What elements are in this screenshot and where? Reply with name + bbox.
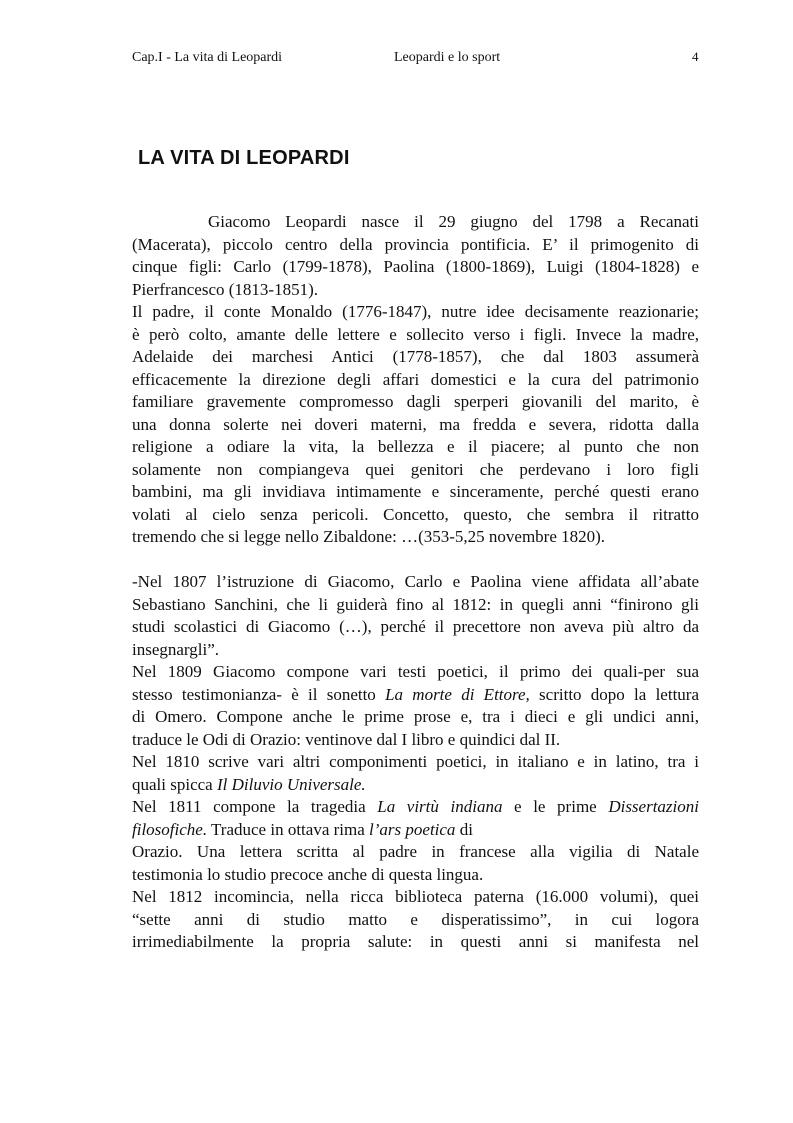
- text-line: traduce le Odi di Orazio: ventinove dal I libro e quindici dal II.: [132, 729, 561, 749]
- text-line: è però colto, amante delle lettere e sollecito verso i figli. Invece la madre,: [132, 324, 699, 344]
- text-span: Traduce in ottava rima: [207, 819, 370, 839]
- text-line: Nel 1809 Giacomo compone vari testi poetici, il primo dei quali-per sua: [132, 662, 699, 681]
- text-line: efficacemente la direzione degli affari domestici e la cura del patrimonio: [132, 369, 699, 389]
- text-line: -Nel 1807 l’istruzione di Giacomo, Carlo e Paolina viene affidata all’abate: [132, 572, 699, 591]
- italic-title: filosofiche.: [132, 819, 208, 839]
- text-line: testimonia lo studio precoce anche di questa lingua.: [132, 864, 484, 884]
- text-line: Adelaide dei marchesi Antici (1778-1857), che dal 1803 assumerà: [132, 347, 699, 366]
- italic-title: La virtù indiana: [377, 797, 503, 816]
- text-span: Nel 1811 compone la tragedia: [132, 797, 378, 816]
- header-book-title: Leopardi e lo sport: [394, 50, 501, 65]
- header-chapter: Cap.I - La vita di Leopardi: [132, 50, 283, 65]
- text-line: tremendo che si legge nello Zibaldone: …(353-5,25 novembre 1820).: [132, 527, 606, 546]
- italic-title: Dissertazioni: [608, 797, 699, 816]
- chapter-title: LA VITA DI LEOPARDI: [138, 147, 350, 169]
- text-line: [132, 819, 699, 842]
- text-line: Pierfrancesco (1813-1851).: [132, 279, 318, 299]
- text-line: familiare gravemente compromesso dagli sperperi giovanili del marito, è: [132, 392, 699, 411]
- text-line: studi scolastici di Giacomo (…), perché il precettore non aveva più altro da: [132, 617, 699, 636]
- text-line: solamente non compiangeva quei genitori che perdevano i loro figli: [132, 459, 699, 479]
- paragraph-gap: [132, 549, 699, 572]
- text-line: Nel 1812 incomincia, nella ricca biblioteca paterna (16.000 volumi), quei: [132, 887, 699, 906]
- text-line: (Macerata), piccolo centro della provincia pontificia. E’ il primogenito di: [132, 234, 699, 254]
- text-span: scritto dopo la lettura: [529, 684, 699, 704]
- text-line: [132, 684, 699, 707]
- text-line: “sette anni di studio matto e disperatissimo”, in cui logora: [132, 909, 699, 929]
- text-line: bambini, ma gli invidiava intimamente e sinceramente, perché questi erano: [132, 482, 699, 501]
- text-line: volati al cielo senza pericoli. Concetto, questo, che sembra il ritratto: [132, 504, 699, 524]
- text-line: irrimediabilmente la propria salute: in questi anni si manifesta nel: [132, 932, 699, 951]
- text-line: Nel 1810 scrive vari altri componimenti poetici, in italiano e in latino, tra i: [132, 752, 699, 771]
- body-text: [132, 211, 699, 954]
- text-line: Orazio. Una lettera scritta al padre in francese alla vigilia di Natale: [132, 842, 699, 861]
- text-line: [132, 774, 699, 797]
- text-line: cinque figli: Carlo (1799-1878), Paolina (1800-1869), Luigi (1804-1828) e: [132, 257, 699, 276]
- text-line: Giacomo Leopardi nasce il 29 giugno del 1798 a Recanati: [208, 212, 699, 231]
- text-line: una donna solerte nei doveri materni, ma fredda e severa, ridotta dalla: [132, 414, 699, 434]
- text-span: e le prime: [502, 797, 609, 816]
- text-line: Sebastiano Sanchini, che li guiderà fino al 1812: in quegli anni “finirono gli: [132, 594, 699, 614]
- text-line: insegnargli”.: [132, 639, 220, 659]
- text-span: quali spicca: [132, 774, 217, 794]
- italic-title: l’ars poetica: [369, 819, 456, 839]
- text-line: religione a odiare la vita, la bellezza e il piacere; al punto che non: [132, 437, 699, 456]
- italic-title: La morte di Ettore,: [385, 684, 530, 704]
- text-line: di Omero. Compone anche le prime prose e, tra i dieci e gli undici anni,: [132, 707, 699, 726]
- text-line: [132, 796, 699, 819]
- italic-title: Il Diluvio Universale.: [216, 774, 366, 794]
- text-line: Il padre, il conte Monaldo (1776-1847), nutre idee decisamente reazionarie;: [132, 302, 699, 321]
- text-span: stesso testimonianza- è il sonetto: [132, 684, 386, 704]
- page-number: 4: [692, 49, 699, 64]
- text-span: di: [455, 819, 473, 839]
